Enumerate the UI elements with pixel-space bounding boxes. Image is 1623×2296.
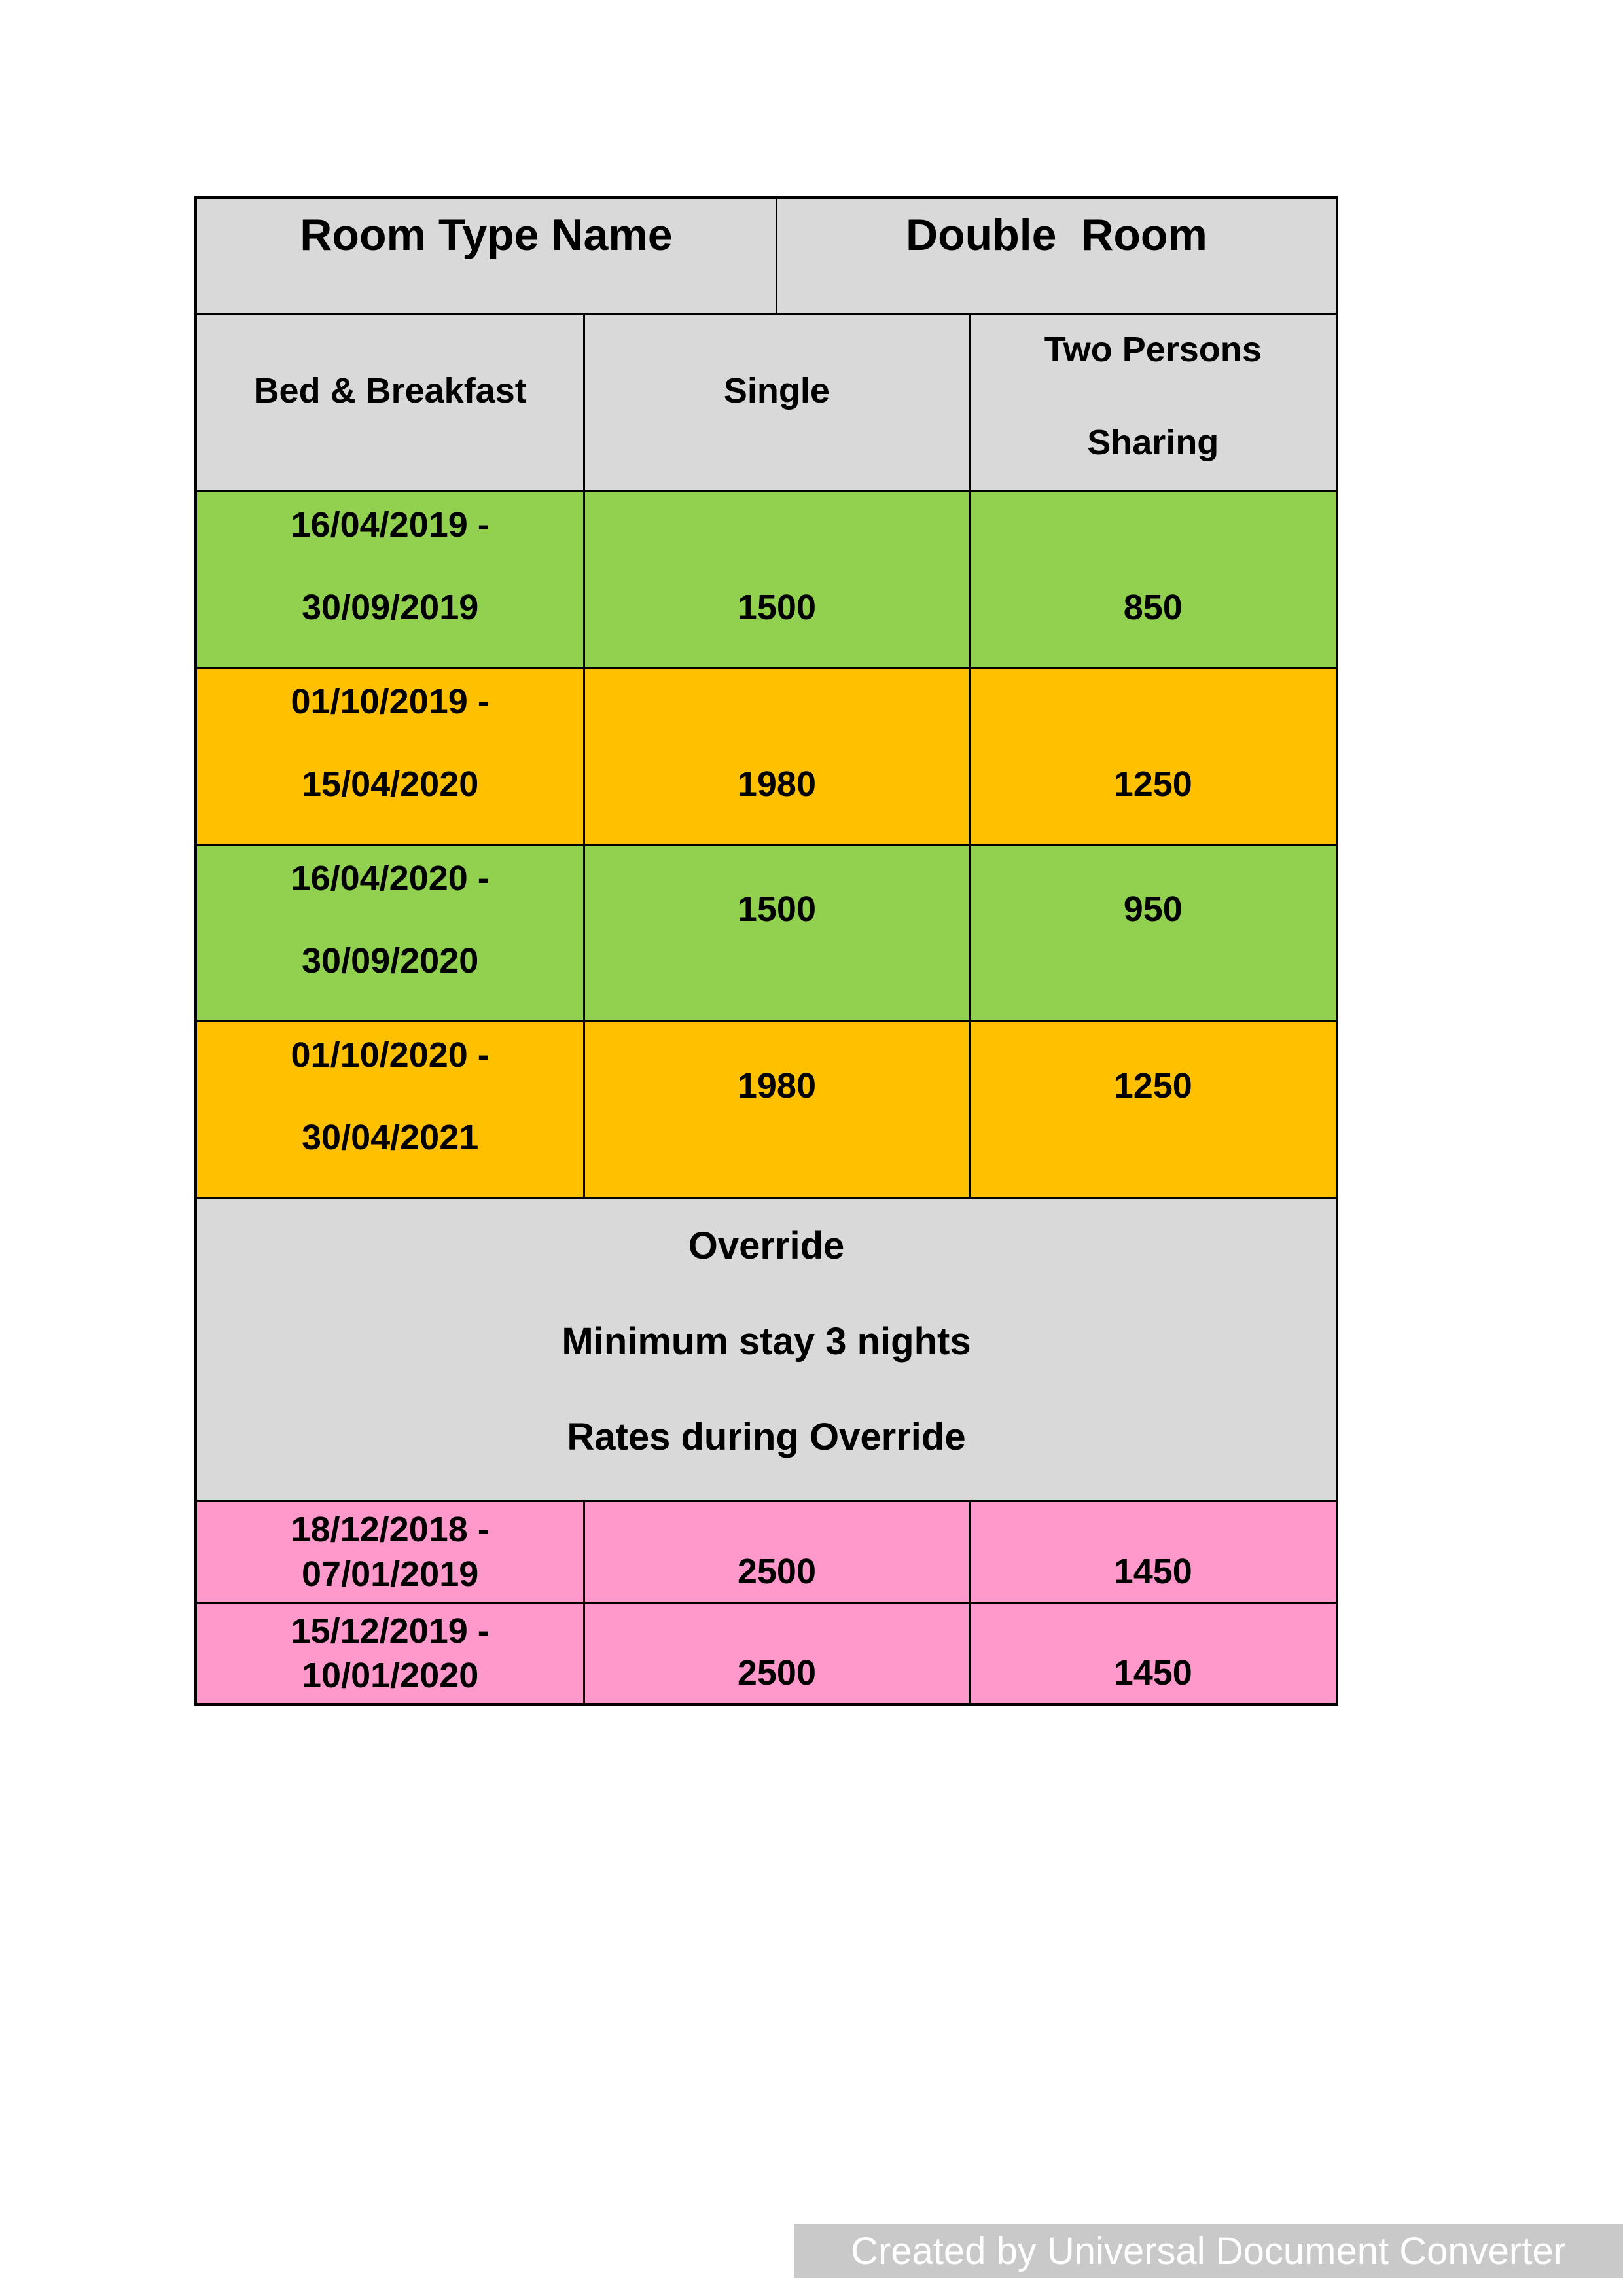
period-end: 30/09/2020 [302, 941, 479, 981]
override-rate-row-2019 [197, 1602, 1336, 1703]
single-rate-cell: 1500 [583, 846, 968, 1020]
converter-watermark [794, 2224, 1623, 2278]
period-start: 01/10/2020 - [291, 1035, 490, 1075]
room-type-name-value: Double Room [776, 199, 1336, 313]
sharing-rate-cell: 1450 [969, 1604, 1336, 1703]
single-column-header: Single [583, 315, 968, 490]
single-rate-cell: 1980 [583, 1022, 968, 1197]
period-start: 18/12/2018 - [291, 1510, 490, 1549]
period-start: 16/04/2020 - [291, 859, 490, 898]
period-cell [197, 669, 583, 844]
period-end: 15/04/2020 [302, 764, 479, 804]
override-info-cell [197, 1199, 1336, 1500]
sharing-rate-cell: 1250 [969, 669, 1336, 844]
single-rate-cell: 2500 [583, 1502, 968, 1602]
title-row [197, 199, 1336, 313]
period-end: 30/04/2021 [302, 1118, 479, 1158]
period-end: 07/01/2019 [302, 1554, 479, 1594]
sharing-label: Sharing [1087, 423, 1219, 463]
two-persons-label: Two Persons [1044, 330, 1262, 369]
sharing-rate-cell: 850 [969, 492, 1336, 667]
sharing-rate-cell: 1450 [969, 1502, 1336, 1602]
rate-row-2019-summer [197, 490, 1336, 667]
period-end: 30/09/2019 [302, 588, 479, 628]
period-cell [197, 492, 583, 667]
single-rate-cell: 1500 [583, 492, 968, 667]
period-cell [197, 846, 583, 1020]
period-start: 15/12/2019 - [291, 1611, 490, 1651]
period-cell [197, 1604, 583, 1703]
override-rate-row-2018 [197, 1500, 1336, 1602]
override-section [197, 1197, 1336, 1500]
sharing-rate-cell: 1250 [969, 1022, 1336, 1197]
converter-watermark-text: Created by Universal Document Converter [851, 2229, 1566, 2272]
single-rate-cell: 1980 [583, 669, 968, 844]
rate-row-2019-winter [197, 667, 1336, 844]
room-type-name-label: Room Type Name [197, 199, 776, 313]
period-end: 10/01/2020 [302, 1656, 479, 1696]
period-start: 01/10/2019 - [291, 682, 490, 721]
rate-row-2020-summer [197, 844, 1336, 1020]
single-rate-cell: 2500 [583, 1604, 968, 1703]
column-header-row [197, 313, 1336, 490]
override-condition: Minimum stay 3 nights [562, 1319, 971, 1363]
two-persons-sharing-column-header [969, 315, 1336, 490]
override-subtitle: Rates during Override [567, 1415, 966, 1458]
rate-row-2020-winter [197, 1020, 1336, 1197]
period-cell [197, 1502, 583, 1602]
sharing-rate-cell: 950 [969, 846, 1336, 1020]
board-column-header: Bed & Breakfast [197, 315, 583, 490]
period-cell [197, 1022, 583, 1197]
override-title: Override [688, 1225, 845, 1267]
period-start: 16/04/2019 - [291, 505, 490, 545]
room-rate-table [194, 196, 1338, 1706]
